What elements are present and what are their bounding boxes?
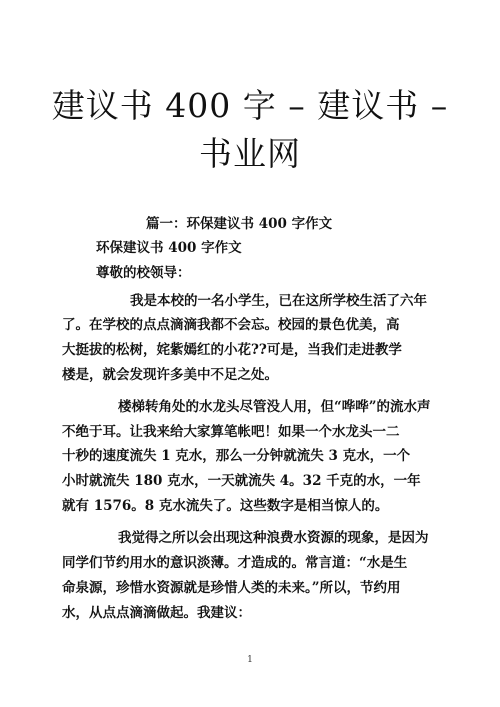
paragraph-2-line-4: 小时就流失 180 克水，一天就流失 4。32 千克的水，一年 xyxy=(62,473,421,489)
paragraph-1-line-3: 大挺拔的松树，姹紫嫣红的小花??可是，当我们走进教学 xyxy=(62,342,402,358)
paragraph-3-line-2: 同学们节约用水的意识淡薄。才造成的。常言道：“水是生 xyxy=(62,555,408,571)
paragraph-3-line-3: 命泉源，珍惜水资源就是珍惜人类的未来。”所以，节约用 xyxy=(62,580,401,596)
document-title-line-2: 书业网 xyxy=(199,134,301,173)
paragraph-3-line-1: 我觉得之所以会出现这种浪费水资源的现象，是因为 xyxy=(118,530,429,546)
paragraph-2-line-2: 不绝于耳。让我来给大家算笔帐吧！如果一个水龙头一二 xyxy=(62,424,400,440)
salutation: 尊敬的校领导： xyxy=(96,265,191,281)
essay-title: 环保建议书 400 字作文 xyxy=(96,240,242,256)
paragraph-2-line-1: 楼梯转角处的水龙头尽管没人用，但“哗哗”的流水声 xyxy=(118,399,431,415)
paragraph-1-line-1: 我是本校的一名小学生，已在这所学校生活了六年 xyxy=(130,293,427,309)
paragraph-2-line-3: 十秒的速度流失 1 克水，那么一分钟就流失 3 克水，一个 xyxy=(62,448,411,464)
page-number: 1 xyxy=(247,655,253,665)
paragraph-2-line-5: 就有 1576。8 克水流失了。这些数字是相当惊人的。 xyxy=(62,498,389,514)
paragraph-1-line-2: 了。在学校的点点滴滴我都不会忘。校园的景色优美，高 xyxy=(62,317,400,333)
paragraph-1-line-4: 楼是，就会发现许多美中不足之处。 xyxy=(62,367,278,383)
section-heading: 篇一：环保建议书 400 字作文 xyxy=(146,216,333,232)
document-title-line-1: 建议书 400 字 – 建议书 – xyxy=(51,86,449,125)
paragraph-3-line-4: 水，从点点滴滴做起。我建议： xyxy=(62,605,251,621)
